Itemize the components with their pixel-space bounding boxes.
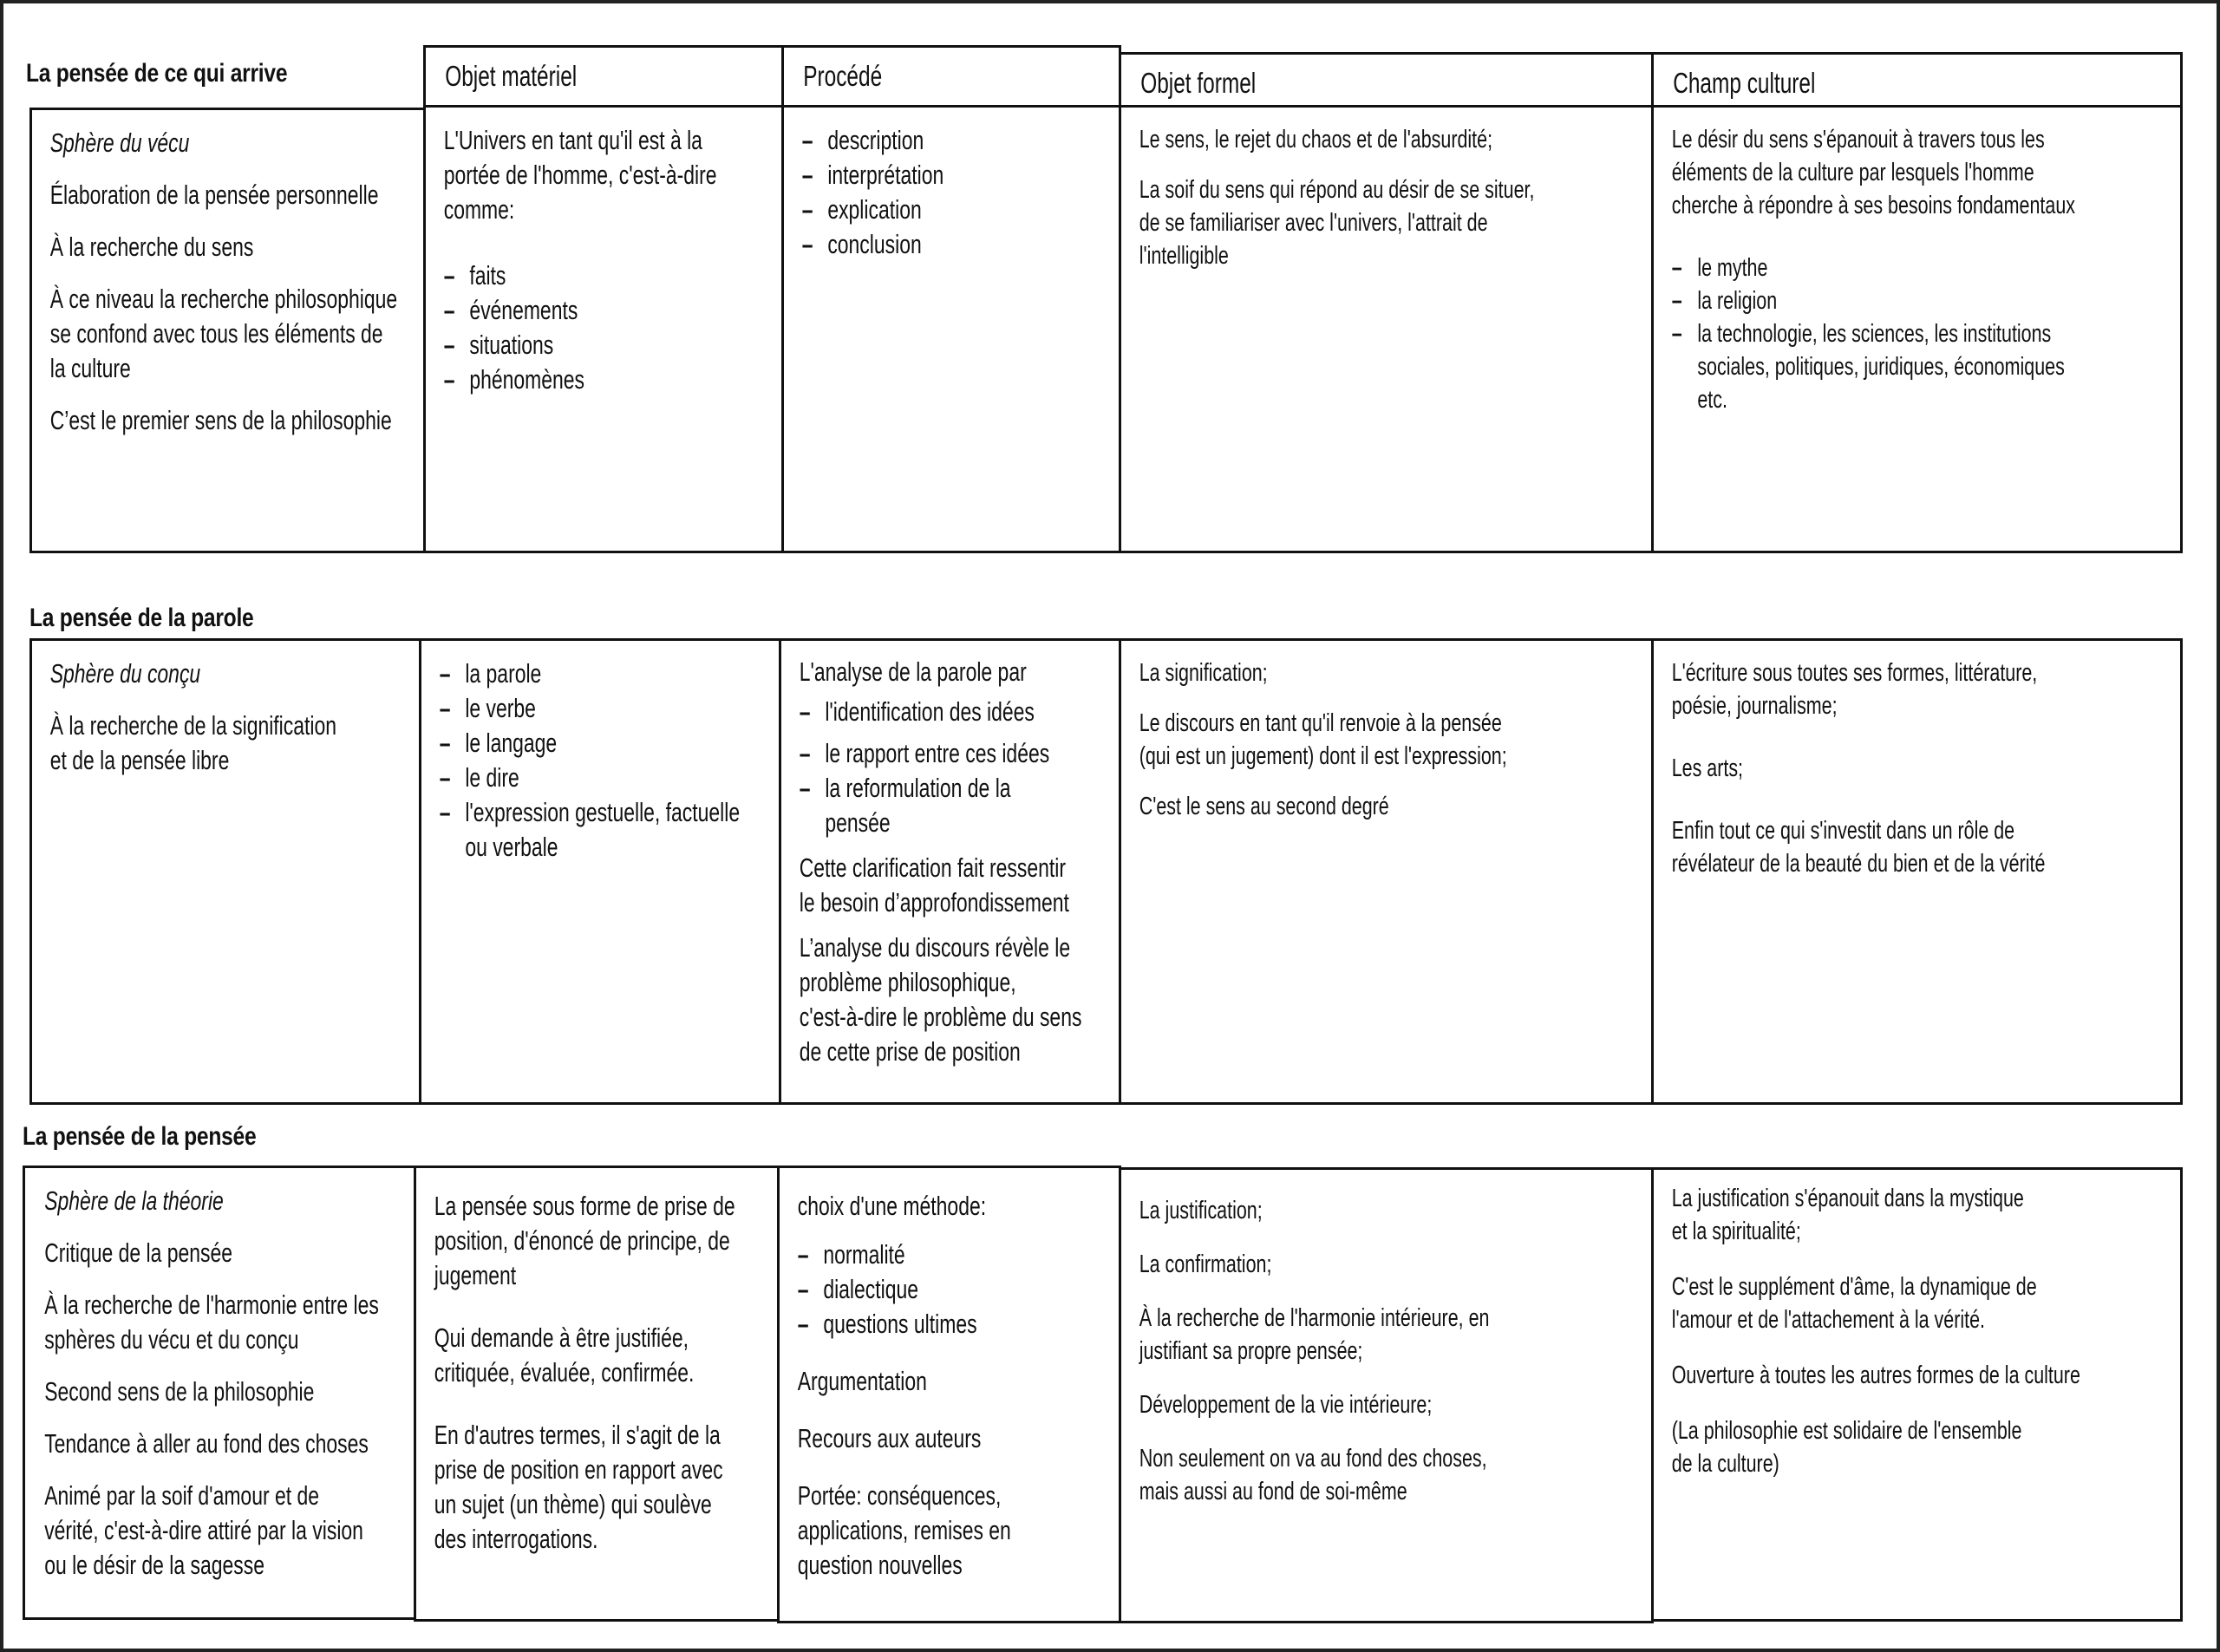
bullet-list [1672,251,2075,416]
text-line: ou verbale [465,832,558,862]
sphere-cell [29,108,426,553]
text-line: Qui demande à être justifiée, [434,1322,689,1353]
text-line: La confirmation; [1139,1250,1272,1278]
column-header-procede [781,45,1121,108]
list-item: – l'identification des idées [800,695,1082,729]
objet-materiel-cell [423,105,784,553]
list-item: – phénomènes [444,362,717,397]
text-line: de se familiariser avec l'univers, l'attrait de [1139,209,1488,237]
list-item: – le verbe [440,691,740,726]
text-line: vérité, c'est-à-dire attiré par la vision [44,1515,363,1545]
list-item: – explication [802,193,944,227]
list-item [800,771,1082,840]
text-line: Développement de la vie intérieure; [1139,1391,1433,1419]
text-paragraph [1672,656,2046,722]
procede-cell [781,105,1121,553]
list-item: – dialectique [798,1272,1011,1307]
text-line: La pensée sous forme de prise de [434,1191,735,1221]
text-line: Argumentation [797,1366,927,1396]
text-line: position, d'énoncé de principe, de [434,1225,730,1256]
text-line: pensée [825,807,891,838]
text-paragraph [798,1479,1011,1583]
text-line: l'expression gestuelle, factuelle [465,797,741,827]
champ-culturel-cell [1651,638,2183,1105]
column-header-label: Champ culturel [1673,67,1816,99]
text-line: À la recherche du sens [49,232,254,262]
text-line: La signification; [1139,659,1268,687]
text-line: À la recherche de l'harmonie intérieure, en [1139,1304,1490,1332]
section-title: La pensée de la pensée [23,1122,257,1151]
text-line: En d'autres termes, il s'agit de la [434,1420,721,1450]
column-header-label: Objet formel [1140,67,1257,99]
column-header-champ-culturel [1651,52,2183,108]
list-item: – le langage [440,726,740,761]
text-line: Critique de la pensée [44,1237,233,1268]
objet-formel-cell [1119,638,1654,1105]
text-line: Le discours en tant qu'il renvoie à la pensée [1139,709,1502,737]
list-item: – description [802,123,944,158]
text-line: À la recherche de la signification [49,710,336,741]
text-line: de la culture) [1671,1450,1779,1478]
text-line: Tendance à aller au fond des choses [44,1428,369,1459]
text-line: le besoin d’approfondissement [799,887,1069,917]
list-item: – normalité [798,1237,1011,1272]
text-line: mais aussi au fond de soi-même [1139,1478,1407,1505]
text-line: Le désir du sens s'épanouit à travers tous les [1671,126,2045,153]
text-paragraph [1672,123,2075,222]
list-item [1672,317,2075,416]
list-item: – questions ultimes [798,1307,1011,1342]
text-line: À la recherche de l'harmonie entre les [44,1290,379,1320]
text-line: L'Univers en tant qu'il est à la [443,125,702,155]
text-line: la technologie, les sciences, les institutions [1697,320,2052,348]
list-item: – conclusion [802,227,944,262]
section-title: La pensée de la parole [29,604,254,632]
text-paragraph [1139,707,1507,773]
text-paragraph [1672,1414,2080,1480]
section-title: La pensée de ce qui arrive [26,59,288,88]
text-line: l'intelligible [1139,242,1229,270]
list-item: – interprétation [802,158,944,193]
text-line: des interrogations. [434,1524,598,1554]
list-item: – situations [444,328,717,362]
bullet-list [798,1237,1011,1342]
text-line: et de la pensée libre [49,745,230,775]
text-line: cherche à répondre à ses besoins fondamentaux [1671,192,2075,219]
text-paragraph [1672,814,2046,880]
text-line: La justification; [1139,1197,1263,1224]
procede-cell [779,638,1121,1105]
objet-materiel-cell [419,638,781,1105]
text-line: (La philosophie est solidaire de l'ensemble [1671,1417,2022,1445]
text-line: Cette clarification fait ressentir [799,852,1066,883]
text-line: de cette prise de position [799,1036,1021,1067]
text-paragraph [50,708,336,778]
text-line: L'analyse de la parole par [799,656,1027,687]
text-line: sociales, politiques, juridiques, économiques [1697,353,2065,381]
text-paragraph [434,1321,735,1390]
objet-materiel-cell [414,1166,780,1622]
text-line: un sujet (un thème) qui soulève [434,1489,712,1519]
text-paragraph [50,282,397,386]
text-line: C'est le supplément d'âme, la dynamique de [1671,1273,2037,1301]
text-line: Enfin tout ce qui s'investit dans un rôle de [1671,817,2015,845]
text-line: révélateur de la beauté du bien et de la vérité [1671,850,2046,878]
text-line: Le sens, le rejet du chaos et de l'absurdité; [1139,126,1493,153]
text-line: Les arts; [1671,754,1744,782]
column-header-label: Procédé [803,60,883,92]
text-line: et la spiritualité; [1671,1218,1801,1245]
text-line: question nouvelles [797,1550,963,1580]
text-line: portée de l'homme, c'est-à-dire [443,160,717,190]
text-line: Portée: conséquences, [797,1480,1002,1511]
text-line: Ouverture à toutes les autres formes de la culture [1671,1361,2080,1389]
text-paragraph [1139,173,1535,272]
champ-culturel-cell [1651,1167,2183,1622]
list-item: – la parole [440,656,740,691]
text-line: la reformulation de la [825,773,1011,803]
text-line: critiquée, évaluée, confirmée. [434,1357,695,1388]
objet-formel-cell [1119,1167,1654,1623]
text-paragraph [434,1189,735,1293]
text-line: ou le désir de la sagesse [44,1550,264,1580]
text-paragraph [800,930,1082,1069]
text-line: Élaboration de la pensée personnelle [49,180,379,210]
list-item: – le rapport entre ces idées [800,736,1082,771]
list-item: – faits [444,258,717,293]
text-paragraph [800,851,1082,920]
text-line: applications, remises en [797,1515,1011,1545]
sphere-heading: Sphère du conçu [49,658,201,689]
column-header-objet-formel [1119,52,1654,108]
text-paragraph [444,123,717,227]
text-line: prise de position en rapport avec [434,1454,723,1485]
text-line: choix d'une méthode: [797,1191,987,1221]
list-item: – la religion [1672,284,2075,317]
text-paragraph [1139,1302,1490,1368]
text-line: La justification s'épanouit dans la mystique [1671,1185,2024,1212]
text-line: la culture [49,353,131,383]
text-line: c'est-à-dire le problème du sens [799,1002,1082,1032]
text-line: etc. [1697,386,1727,414]
text-paragraph [1139,1442,1490,1508]
text-line: C'est le sens au second degré [1139,793,1389,820]
list-item: – le dire [440,761,740,795]
champ-culturel-cell [1651,105,2183,553]
text-paragraph [1672,1270,2080,1336]
bullet-list [800,695,1082,840]
text-line: (qui est un jugement) dont il est l'expression; [1139,742,1507,770]
text-paragraph [44,1479,379,1583]
bullet-list [802,123,944,262]
sphere-cell [29,638,421,1105]
text-line: poésie, journalisme; [1671,692,1838,720]
text-line: se confond avec tous les éléments de [49,318,383,349]
text-paragraph [1672,1182,2080,1248]
text-line: C’est le premier sens de la philosophie [49,405,392,435]
list-item: – le mythe [1672,251,2075,284]
text-line: jugement [434,1260,517,1290]
sphere-heading: Sphère du vécu [49,127,190,158]
column-header-label: Objet matériel [445,60,578,92]
text-line: éléments de la culture par lesquels l'homme [1671,159,2034,186]
text-paragraph [434,1418,735,1557]
text-line: problème philosophique, [799,967,1016,997]
sphere-cell [23,1166,416,1620]
text-line: l'amour et de l'attachement à la vérité. [1671,1306,1986,1334]
text-line: La soif du sens qui répond au désir de se situer, [1139,176,1535,204]
objet-formel-cell [1119,105,1654,553]
bullet-list [444,258,717,397]
procede-cell [777,1166,1121,1623]
column-header-objet-materiel [423,45,784,108]
list-item [440,795,740,865]
text-line: Animé par la soif d'amour et de [44,1480,319,1511]
text-line: Second sens de la philosophie [44,1376,315,1407]
text-line: Non seulement on va au fond des choses, [1139,1445,1487,1472]
bullet-list [440,656,740,865]
text-line: L'écriture sous toutes ses formes, littérature, [1671,659,2038,687]
text-line: Recours aux auteurs [797,1423,982,1453]
text-line: comme: [443,194,515,225]
text-paragraph [44,1288,379,1357]
text-line: justifiant sa propre pensée; [1139,1337,1363,1365]
sphere-heading: Sphère de la théorie [44,1185,224,1216]
text-line: À ce niveau la recherche philosophique [49,284,398,314]
text-line: sphères du vécu et du conçu [44,1324,299,1355]
text-line: L’analyse du discours révèle le [799,932,1071,963]
list-item: – événements [444,293,717,328]
